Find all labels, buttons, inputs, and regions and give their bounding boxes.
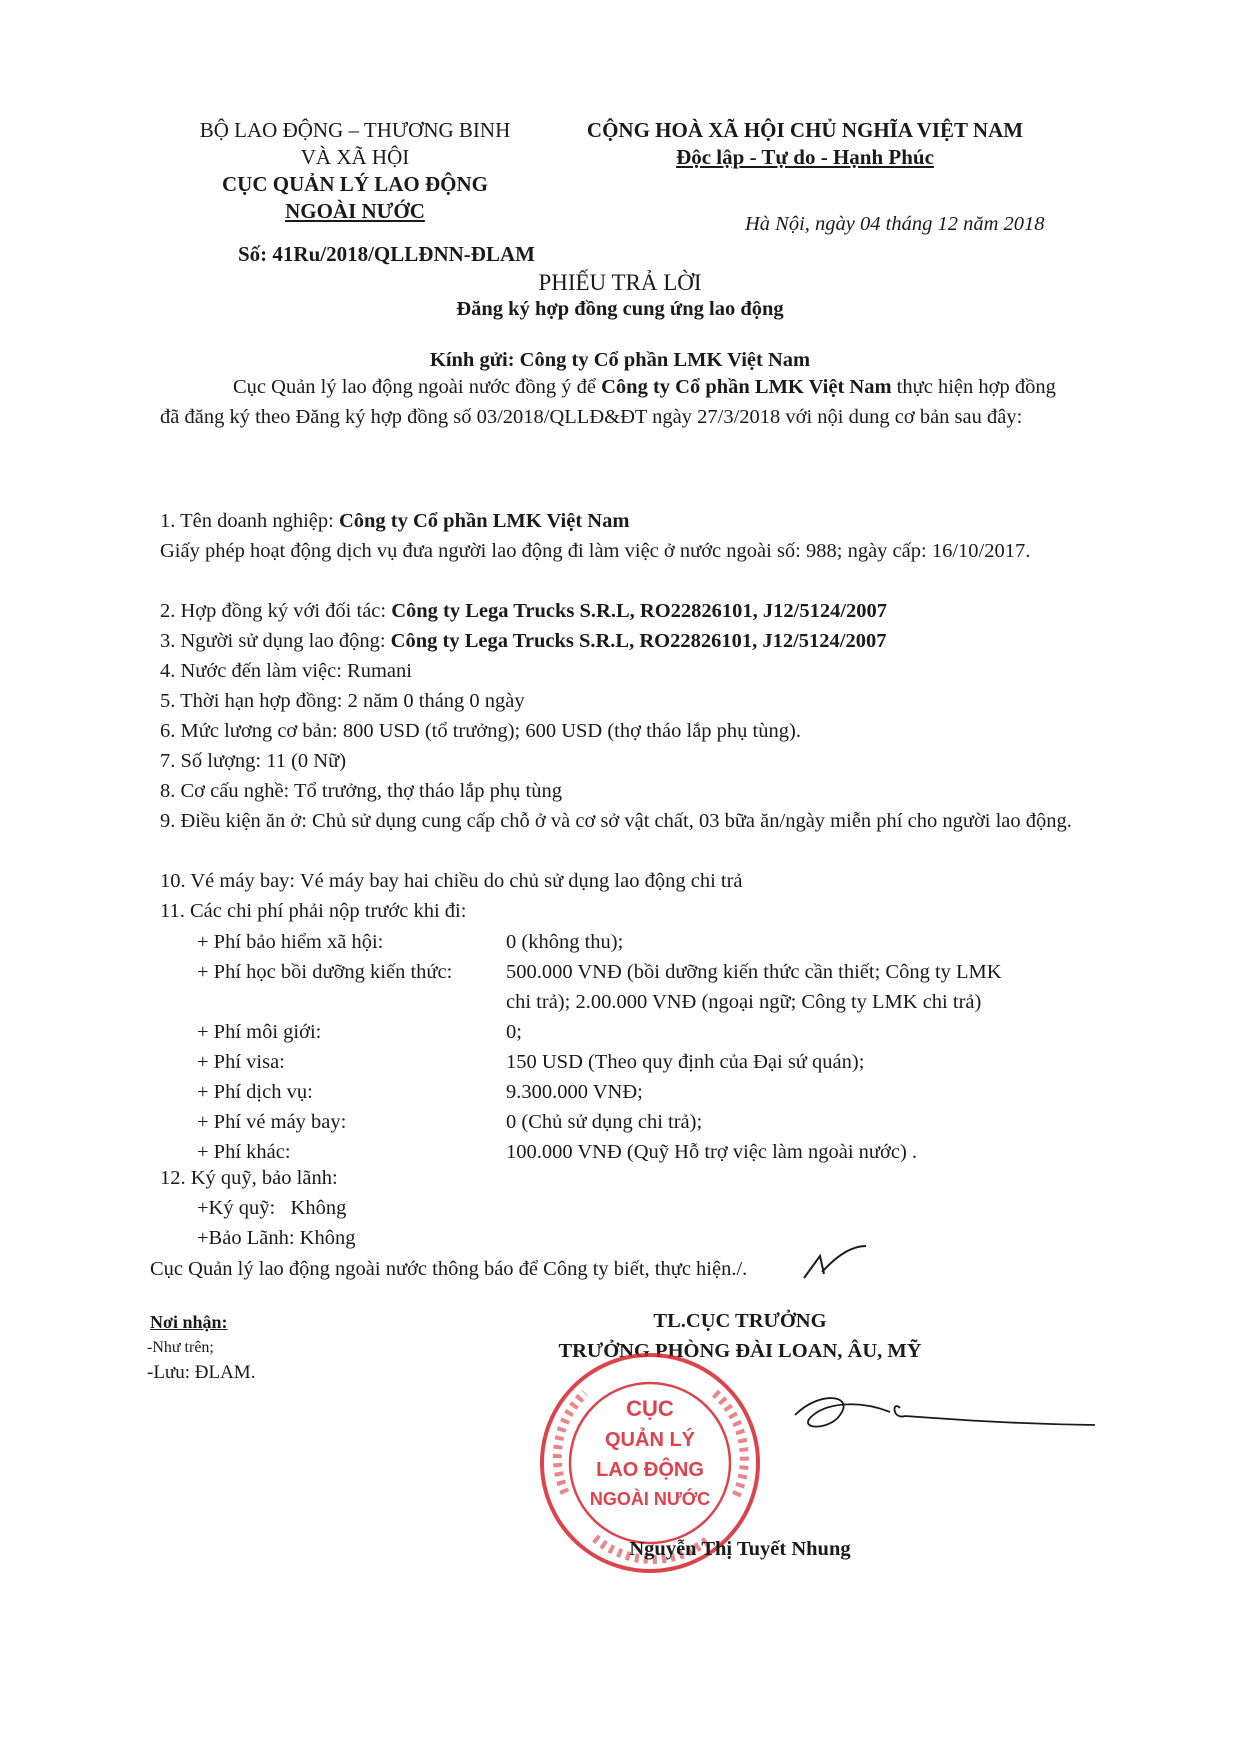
fee-row	[0, 1111, 1241, 1141]
intro-part1: Cục Quản lý lao động ngoài nước đồng ý để	[233, 376, 602, 398]
stamp-center-4: NGOÀI NƯỚC	[589, 1489, 711, 1509]
initial-mark-icon	[800, 1244, 870, 1284]
item-3	[160, 626, 887, 656]
item-5: 5. Thời hạn hợp đồng: 2 năm 0 tháng 0 ngày	[160, 690, 525, 712]
signature-icon	[780, 1390, 1100, 1460]
intro-paragraph	[160, 372, 1080, 432]
department-name-line1: CỤC QUẢN LÝ LAO ĐỘNG	[221, 172, 488, 196]
guarantee-line: +Bảo Lãnh: Không	[197, 1227, 356, 1249]
intro-company: Công ty Cổ phần LMK Việt Nam	[601, 376, 892, 398]
signer-name: Nguyễn Thị Tuyết Nhung	[629, 1538, 851, 1560]
fee-label: + Phí dịch vụ:	[197, 1081, 313, 1103]
fee-label: + Phí bảo hiểm xã hội:	[197, 931, 384, 953]
fee-label: + Phí môi giới:	[197, 1021, 322, 1043]
document-subtitle: Đăng ký hợp đồng cung ứng lao động	[456, 298, 784, 320]
fee-value: 500.000 VNĐ (bồi dưỡng kiến thức cần thiết; Công ty LMK	[506, 961, 1002, 983]
item-3-label: 3. Người sử dụng lao động:	[160, 630, 391, 652]
fee-label: + Phí học bồi dưỡng kiến thức:	[197, 961, 453, 983]
fee-row	[0, 961, 1241, 1021]
fee-label: + Phí khác:	[197, 1141, 291, 1163]
item-3-value: Công ty Lega Trucks S.R.L, RO22826101, J12/5124/2007	[390, 630, 887, 652]
recipients-heading: Nơi nhận:	[150, 1312, 228, 1332]
motto	[555, 145, 1055, 170]
fee-value: 150 USD (Theo quy định của Đại sứ quán);	[506, 1051, 865, 1073]
item-2-value: Công ty Lega Trucks S.R.L, RO22826101, J12/5124/2007	[391, 600, 888, 622]
stamp-center-1: CỤC	[626, 1396, 674, 1421]
signer-position: TRƯỞNG PHÒNG ĐÀI LOAN, ÂU, MỸ	[558, 1340, 922, 1362]
fee-row	[0, 1051, 1241, 1081]
item-4: 4. Nước đến làm việc: Rumani	[160, 660, 412, 682]
license-info: Giấy phép hoạt động dịch vụ đưa người lao động đi làm việc ở nước ngoài số: 988; ngày cấp: 16/10/2017.	[160, 540, 1031, 562]
fee-value: 0 (Chủ sử dụng chi trả);	[506, 1111, 703, 1133]
fee-value: 0;	[506, 1021, 522, 1043]
closing-statement: Cục Quản lý lao động ngoài nước thông báo để Công ty biết, thực hiện./.	[150, 1258, 748, 1280]
document-date: Hà Nội, ngày 04 tháng 12 năm 2018	[745, 213, 1045, 235]
motto-text: Độc lập - Tự do - Hạnh Phúc	[676, 145, 934, 169]
item-12: 12. Ký quỹ, bảo lãnh:	[160, 1167, 338, 1189]
country-name: CỘNG HOÀ XÃ HỘI CHỦ NGHĨA VIỆT NAM	[586, 118, 1024, 142]
stamp-center-2: QUẢN LÝ	[605, 1429, 695, 1451]
item-1-label: 1. Tên doanh nghiệp:	[160, 510, 339, 532]
item-8: 8. Cơ cấu nghề: Tổ trưởng, thợ tháo lắp phụ tùng	[160, 780, 562, 802]
item-11: 11. Các chi phí phải nộp trước khi đi:	[160, 900, 467, 922]
recipient-line: -Lưu: ĐLAM.	[147, 1362, 256, 1383]
department-name-line2-text: NGOÀI NƯỚC	[285, 199, 425, 223]
fee-value: 9.300.000 VNĐ;	[506, 1081, 643, 1103]
fee-value: 100.000 VNĐ (Quỹ Hỗ trợ việc làm ngoài nước) .	[506, 1141, 918, 1163]
item-1	[160, 506, 629, 536]
fee-row	[0, 931, 1241, 961]
fee-label: + Phí visa:	[197, 1051, 285, 1073]
agency-name-line2: VÀ XÃ HỘI	[300, 145, 410, 169]
item-2	[160, 596, 887, 626]
item-7: 7. Số lượng: 11 (0 Nữ)	[160, 750, 347, 772]
item-9: 9. Điều kiện ăn ở: Chủ sử dụng cung cấp chỗ ở và cơ sở vật chất, 03 bữa ăn/ngày miễn phí cho người lao động.	[160, 810, 1072, 832]
deposit-line: +Ký quỹ: Không	[197, 1197, 347, 1219]
stamp-center-3: LAO ĐỘNG	[596, 1459, 704, 1481]
item-6: 6. Mức lương cơ bản: 800 USD (tổ trưởng); 600 USD (thợ tháo lắp phụ tùng).	[160, 720, 801, 742]
fee-value: 0 (không thu);	[506, 931, 624, 953]
item-1-value: Công ty Cổ phần LMK Việt Nam	[338, 510, 630, 532]
item-2-label: 2. Hợp đồng ký với đối tác:	[160, 600, 392, 622]
recipient-line: -Như trên;	[147, 1339, 214, 1356]
greeting: Kính gửi: Công ty Cổ phần LMK Việt Nam	[429, 349, 811, 371]
department-name-line2	[185, 199, 525, 224]
document-number: Số: 41Ru/2018/QLLĐNN-ĐLAM	[238, 242, 535, 266]
signer-authority: TL.CỤC TRƯỞNG	[653, 1310, 827, 1332]
fee-label: + Phí vé máy bay:	[197, 1111, 347, 1133]
item-10: 10. Vé máy bay: Vé máy bay hai chiều do chủ sử dụng lao động chi trả	[160, 870, 743, 892]
document-title: PHIẾU TRẢ LỜI	[538, 270, 702, 295]
agency-name-line1: BỘ LAO ĐỘNG – THƯƠNG BINH	[199, 118, 511, 142]
intro-part2: thực hiện hợp đồng đã đăng ký theo Đăng ký hợp đồng số 03/2018/QLLĐ&ĐT ngày 27/3/2018 với nội dung cơ bản sau đây:	[160, 376, 1056, 428]
fee-row	[0, 1021, 1241, 1051]
fee-row	[0, 1081, 1241, 1111]
fee-value-continued: chi trả); 2.00.000 VNĐ (ngoại ngữ; Công ty LMK chi trả)	[506, 991, 982, 1013]
